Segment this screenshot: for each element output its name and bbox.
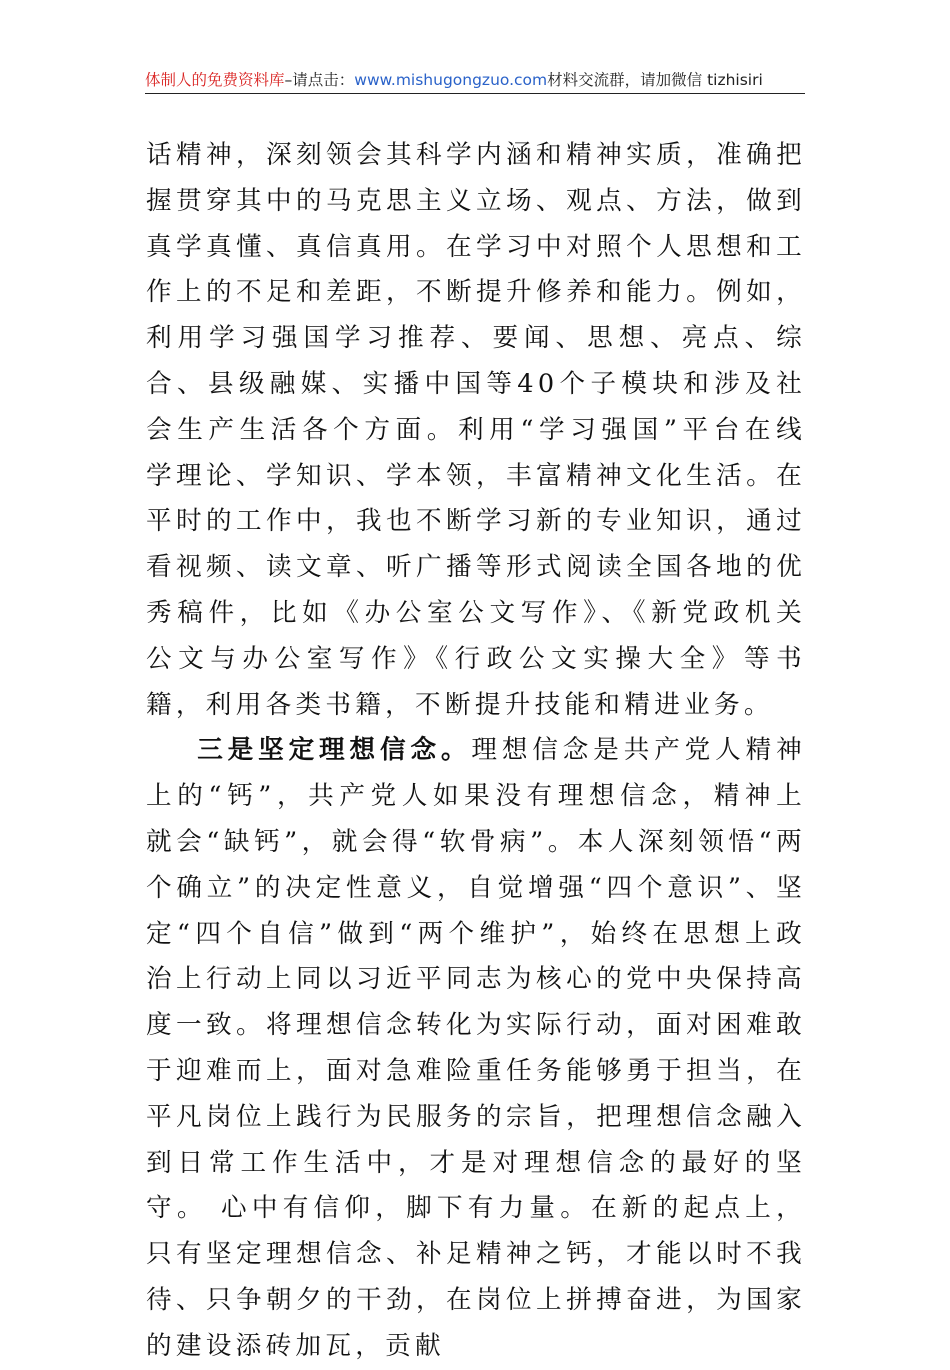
paragraph-firm-ideals (146, 728, 806, 1369)
paragraph-continued: 话精神，深刻领会其科学内涵和精神实质，准确把握贯穿其中的马克思主义立场、观点、方法，做到真学真懂、真信真用。在学习中对照个人思想和工作上的不足和差距，不断提升修养和能力。例如，利用学习强国学习推荐、要闻、思想、亮点、综合、县级融媒、实播中国等40个子模块和涉及社会生产生活各个方面。利用“学习强国”平台在线学理论、学知识、学本领，丰富精神文化生活。在平时的工作中，我也不断学习新的专业知识，通过看视频、读文章、听广播等形式阅读全国各地的优秀稿件，比如《办公室公文写作》、《新党政机关公文与办公室写作》《行政公文实操大全》等书籍，利用各类书籍，不断提升技能和精进业务。 (146, 140, 806, 720)
header-brand: 体制人的免费资料库 (145, 71, 285, 89)
page-header (145, 68, 805, 94)
header-contact-text: 材料交流群，请加微信 tizhisiri (547, 71, 763, 89)
header-prompt: –请点击： (284, 71, 355, 89)
document-body (146, 133, 806, 1370)
paragraph-heading: 三是坚定理想信念。 (197, 735, 472, 766)
header-website-link[interactable]: www.mishugongzuo.com (354, 71, 548, 89)
paragraph-text: 理想信念是共产党人精神上的“钙”，共产党人如果没有理想信念，精神上就会“缺钙”，就会得“软骨病”。本人深刻领悟“两个确立”的决定性意义，自觉增强“四个意识”、坚定“四个自信”做到“两个维护”，始终在思想上政治上行动上同以习近平同志为核心的党中央保持高度一致。将理想信念转化为实际行动，面对困难敢于迎难而上，面对急难险重任务能够勇于担当，在平凡岗位上践行为民服务的宗旨，把理想信念融入到日常工作生活中，才是对理想信念的最好的坚守。 心中有信仰，脚下有力量。在新的起点上，只有坚定理想信念、补足精神之钙，才能以时不我待、只争朝夕的干劲，在岗位上拼搏奋进，为国家的建设添砖加瓦，贡献 (146, 735, 806, 1361)
